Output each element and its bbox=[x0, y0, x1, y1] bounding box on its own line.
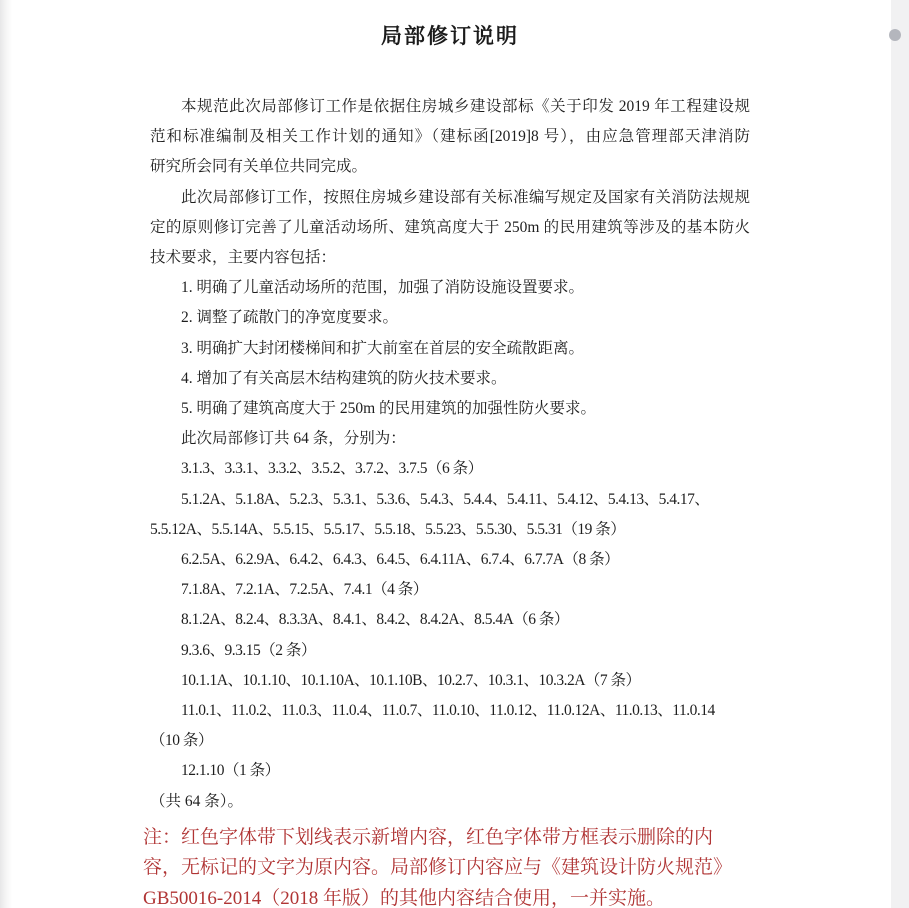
note-line: GB50016-2014（2018 年版）的其他内容结合使用，一并实施。 bbox=[143, 887, 665, 908]
doc-line: 研究所会同有关单位共同完成。 bbox=[150, 158, 368, 176]
doc-list-item: 3. 明确扩大封闭楼梯间和扩大前室在首层的安全疏散距离。 bbox=[181, 339, 585, 357]
doc-list-item: 2. 调整了疏散门的净宽度要求。 bbox=[181, 309, 399, 327]
page-title: 局部修订说明 bbox=[381, 24, 519, 48]
doc-line: 技术要求，主要内容包括： bbox=[150, 249, 337, 267]
doc-line: 6.2.5A、6.2.9A、6.4.2、6.4.3、6.4.5、6.4.11A、6.7.4、6.7.7A（8 条） bbox=[181, 551, 620, 569]
note-line: 注：红色字体带下划线表示新增内容，红色字体带方框表示删除的内 bbox=[143, 826, 714, 848]
page-content bbox=[143, 0, 750, 908]
doc-line: 5.1.2A、5.1.8A、5.2.3、5.3.1、5.3.6、5.4.3、5.4.4、5.4.11、5.4.12、5.4.13、5.4.17、 bbox=[181, 490, 710, 508]
page-edge-shadow bbox=[0, 0, 12, 908]
scrollbar-track[interactable] bbox=[891, 0, 909, 908]
doc-line: 8.1.2A、8.2.4、8.3.3A、8.4.1、8.4.2、8.4.2A、8.5.4A（6 条） bbox=[181, 611, 569, 629]
doc-line: 此次局部修订工作，按照住房城乡建设部有关标准编写规定及国家有关消防法规规 bbox=[181, 188, 750, 206]
revision-note bbox=[143, 823, 757, 908]
doc-line: 5.5.12A、5.5.14A、5.5.15、5.5.17、5.5.18、5.5.23、5.5.30、5.5.31（19 条） bbox=[150, 520, 626, 538]
doc-line: 3.1.3、3.3.1、3.3.2、3.5.2、3.7.2、3.7.5（6 条） bbox=[181, 460, 483, 478]
doc-list-item: 5. 明确了建筑高度大于 250m 的民用建筑的加强性防火要求。 bbox=[181, 400, 597, 418]
doc-line: 此次局部修订共 64 条，分别为： bbox=[181, 430, 406, 448]
doc-line: （共 64 条）。 bbox=[150, 792, 244, 810]
doc-line: 定的原则修订完善了儿童活动场所、建筑高度大于 250m 的民用建筑等涉及的基本防火 bbox=[150, 218, 750, 236]
doc-line: 11.0.1、11.0.2、11.0.3、11.0.4、11.0.7、11.0.10、11.0.12、11.0.12A、11.0.13、11.0.14 bbox=[181, 702, 715, 720]
scrollbar-thumb[interactable] bbox=[889, 29, 901, 41]
doc-list-item: 1. 明确了儿童活动场所的范围，加强了消防设施设置要求。 bbox=[181, 279, 585, 297]
doc-line: 9.3.6、9.3.15（2 条） bbox=[181, 641, 316, 659]
doc-line: 12.1.10（1 条） bbox=[181, 762, 280, 780]
doc-line: 范和标准编制及相关工作计划的通知》（建标函[2019]8 号），由应急管理部天津消防 bbox=[150, 128, 750, 146]
doc-line: 10.1.1A、10.1.10、10.1.10A、10.1.10B、10.2.7、10.3.1、10.3.2A（7 条） bbox=[181, 671, 641, 689]
doc-line: 7.1.8A、7.2.1A、7.2.5A、7.4.1（4 条） bbox=[181, 581, 428, 599]
document-body bbox=[150, 92, 750, 817]
doc-line: 本规范此次局部修订工作是依据住房城乡建设部标《关于印发 2019 年工程建设规 bbox=[181, 98, 750, 115]
note-line: 容，无标记的文字为原内容。局部修订内容应与《建筑设计防火规范》 bbox=[143, 857, 733, 879]
doc-list-item: 4. 增加了有关高层木结构建筑的防火技术要求。 bbox=[181, 369, 507, 387]
doc-line: （10 条） bbox=[150, 732, 213, 750]
